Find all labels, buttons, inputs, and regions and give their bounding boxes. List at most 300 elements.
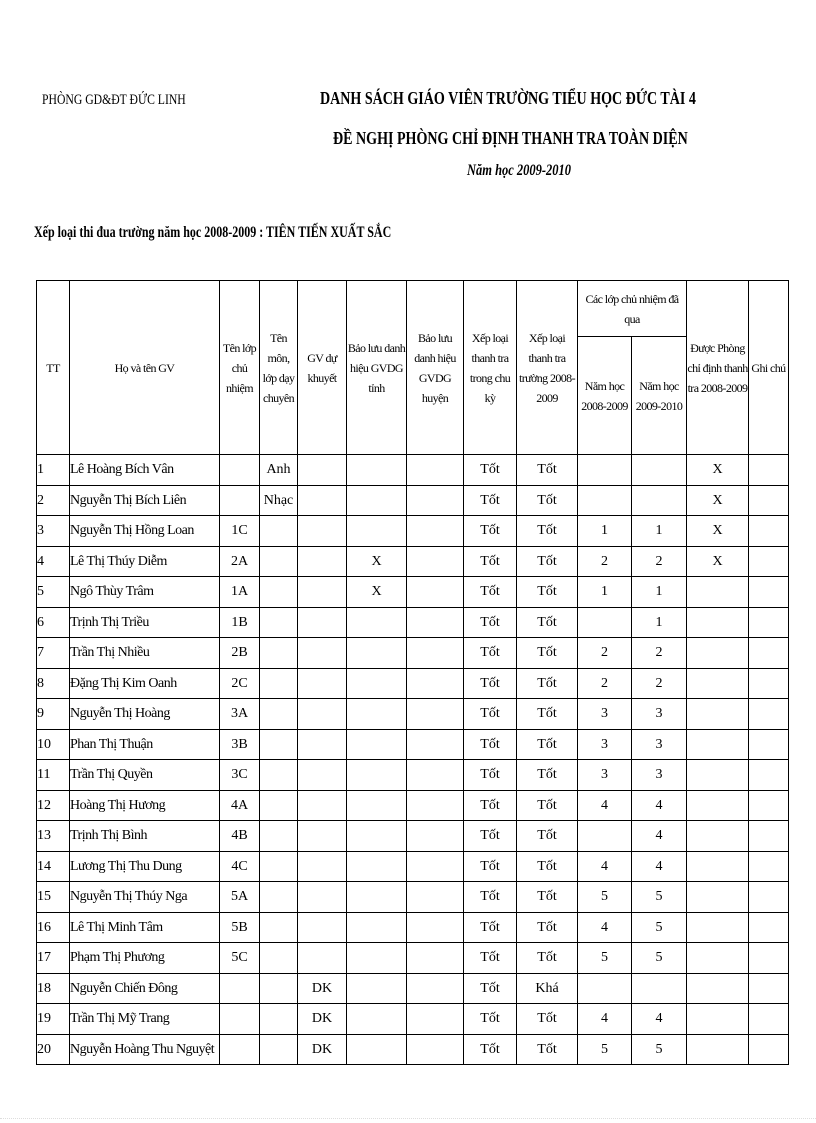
table-row: [37, 790, 789, 821]
cell-year-2009: 3: [632, 760, 687, 791]
table-row: [37, 699, 789, 730]
cell-year-2008: 4: [578, 1004, 632, 1035]
school-year: Năm học 2009-2010: [467, 162, 571, 179]
cell-designated: [687, 912, 749, 943]
cell-year-2009: 5: [632, 912, 687, 943]
cell-year-2008: 2: [578, 638, 632, 669]
cell-note: [749, 821, 789, 852]
cell-school-rank: Tốt: [517, 882, 578, 913]
cell-year-2008: 5: [578, 882, 632, 913]
cell-note: [749, 790, 789, 821]
cell-cycle-rank: Tốt: [464, 516, 517, 547]
cell-subject: [260, 516, 298, 547]
document-subtitle: ĐỀ NGHỊ PHÒNG CHỈ ĐỊNH THANH TRA TOÀN DIỆN: [333, 128, 688, 148]
table-row: [37, 821, 789, 852]
cell-district-title: [407, 455, 464, 486]
cell-subject: [260, 607, 298, 638]
cell-provincial-title: [347, 1034, 407, 1065]
cell-year-2008: 4: [578, 912, 632, 943]
cell-name: Hoàng Thị Hương: [70, 790, 220, 821]
cell-class: 2A: [220, 546, 260, 577]
cell-provincial-title: [347, 912, 407, 943]
cell-designated: [687, 699, 749, 730]
cell-year-2009: [632, 973, 687, 1004]
cell-subject: [260, 699, 298, 730]
cell-year-2008: 5: [578, 943, 632, 974]
col-header-subject: Tên môn, lớp dạy chuyên: [260, 281, 298, 455]
cell-year-2009: 5: [632, 882, 687, 913]
cell-name: Phan Thị Thuận: [70, 729, 220, 760]
cell-year-2009: 1: [632, 577, 687, 608]
cell-provincial-title: [347, 851, 407, 882]
table-row: [37, 668, 789, 699]
cell-name: Nguyễn Thị Hồng Loan: [70, 516, 220, 547]
cell-reserve: [298, 455, 347, 486]
cell-note: [749, 912, 789, 943]
cell-district-title: [407, 943, 464, 974]
cell-provincial-title: [347, 455, 407, 486]
table-row: [37, 882, 789, 913]
cell-reserve: [298, 912, 347, 943]
cell-district-title: [407, 882, 464, 913]
cell-note: [749, 607, 789, 638]
cell-cycle-rank: Tốt: [464, 699, 517, 730]
cell-note: [749, 729, 789, 760]
cell-district-title: [407, 1004, 464, 1035]
cell-year-2008: 3: [578, 760, 632, 791]
cell-reserve: [298, 790, 347, 821]
cell-provincial-title: [347, 607, 407, 638]
cell-reserve: [298, 485, 347, 516]
cell-reserve: [298, 577, 347, 608]
cell-tt: 14: [37, 851, 70, 882]
cell-note: [749, 668, 789, 699]
cell-designated: [687, 760, 749, 791]
cell-provincial-title: X: [347, 577, 407, 608]
school-ranking: Xếp loại thi đua trường năm học 2008-2009 : TIÊN TIẾN XUẤT SẮC: [34, 224, 392, 241]
cell-year-2009: 4: [632, 821, 687, 852]
cell-year-2009: 2: [632, 546, 687, 577]
cell-tt: 13: [37, 821, 70, 852]
cell-year-2008: [578, 821, 632, 852]
cell-designated: [687, 973, 749, 1004]
cell-name: Trần Thị Mỹ Trang: [70, 1004, 220, 1035]
cell-reserve: [298, 668, 347, 699]
table-row: [37, 1034, 789, 1065]
cell-district-title: [407, 790, 464, 821]
cell-designated: [687, 668, 749, 699]
cell-tt: 20: [37, 1034, 70, 1065]
cell-name: Nguyễn Thị Thúy Nga: [70, 882, 220, 913]
cell-name: Đặng Thị Kim Oanh: [70, 668, 220, 699]
col-header-past-classes: Các lớp chủ nhiệm đã qua: [578, 281, 687, 337]
cell-name: Lê Hoàng Bích Vân: [70, 455, 220, 486]
cell-district-title: [407, 516, 464, 547]
cell-school-rank: Tốt: [517, 668, 578, 699]
cell-district-title: [407, 1034, 464, 1065]
cell-provincial-title: [347, 882, 407, 913]
cell-district-title: [407, 912, 464, 943]
cell-name: Lê Thị Thúy Diễm: [70, 546, 220, 577]
cell-subject: [260, 577, 298, 608]
cell-designated: X: [687, 455, 749, 486]
col-header-year-2008: Năm học 2008-2009: [578, 337, 632, 455]
cell-reserve: [298, 882, 347, 913]
cell-reserve: [298, 638, 347, 669]
cell-district-title: [407, 577, 464, 608]
cell-designated: X: [687, 546, 749, 577]
cell-district-title: [407, 729, 464, 760]
cell-school-rank: Tốt: [517, 485, 578, 516]
col-header-note: Ghi chú: [749, 281, 789, 455]
cell-note: [749, 851, 789, 882]
cell-subject: [260, 668, 298, 699]
cell-class: 5B: [220, 912, 260, 943]
cell-designated: [687, 851, 749, 882]
table-row: [37, 760, 789, 791]
cell-reserve: [298, 516, 347, 547]
cell-school-rank: Khá: [517, 973, 578, 1004]
cell-designated: [687, 1034, 749, 1065]
cell-subject: [260, 912, 298, 943]
cell-year-2009: 3: [632, 729, 687, 760]
cell-class: 5C: [220, 943, 260, 974]
cell-designated: [687, 729, 749, 760]
cell-tt: 3: [37, 516, 70, 547]
table-row: [37, 546, 789, 577]
cell-year-2008: 3: [578, 699, 632, 730]
cell-cycle-rank: Tốt: [464, 973, 517, 1004]
cell-note: [749, 546, 789, 577]
cell-name: Lương Thị Thu Dung: [70, 851, 220, 882]
cell-name: Nguyễn Thị Hoàng: [70, 699, 220, 730]
cell-provincial-title: [347, 821, 407, 852]
col-header-district-title: Bảo lưu danh hiệu GVDG huyện: [407, 281, 464, 455]
cell-school-rank: Tốt: [517, 699, 578, 730]
col-header-year-2009: Năm học 2009-2010: [632, 337, 687, 455]
cell-district-title: [407, 821, 464, 852]
cell-cycle-rank: Tốt: [464, 1034, 517, 1065]
cell-year-2009: 2: [632, 668, 687, 699]
cell-note: [749, 1004, 789, 1035]
cell-class: 4C: [220, 851, 260, 882]
cell-name: Nguyễn Hoàng Thu Nguyệt: [70, 1034, 220, 1065]
cell-year-2008: [578, 455, 632, 486]
cell-year-2009: 5: [632, 1034, 687, 1065]
cell-provincial-title: [347, 485, 407, 516]
cell-tt: 2: [37, 485, 70, 516]
cell-note: [749, 973, 789, 1004]
cell-provincial-title: [347, 1004, 407, 1035]
cell-year-2008: 1: [578, 516, 632, 547]
cell-cycle-rank: Tốt: [464, 790, 517, 821]
cell-tt: 5: [37, 577, 70, 608]
cell-subject: [260, 760, 298, 791]
cell-year-2009: 4: [632, 851, 687, 882]
cell-class: 4B: [220, 821, 260, 852]
cell-subject: [260, 1004, 298, 1035]
table-row: [37, 729, 789, 760]
cell-reserve: DK: [298, 1034, 347, 1065]
cell-tt: 1: [37, 455, 70, 486]
cell-name: Trịnh Thị Triều: [70, 607, 220, 638]
cell-class: 1B: [220, 607, 260, 638]
cell-year-2008: 5: [578, 1034, 632, 1065]
cell-cycle-rank: Tốt: [464, 638, 517, 669]
cell-district-title: [407, 973, 464, 1004]
cell-district-title: [407, 851, 464, 882]
cell-subject: [260, 638, 298, 669]
col-header-name: Họ và tên GV: [70, 281, 220, 455]
cell-subject: [260, 882, 298, 913]
cell-note: [749, 882, 789, 913]
cell-designated: [687, 1004, 749, 1035]
cell-tt: 6: [37, 607, 70, 638]
cell-provincial-title: [347, 973, 407, 1004]
cell-tt: 15: [37, 882, 70, 913]
cell-cycle-rank: Tốt: [464, 668, 517, 699]
cell-cycle-rank: Tốt: [464, 821, 517, 852]
cell-subject: [260, 729, 298, 760]
cell-school-rank: Tốt: [517, 516, 578, 547]
cell-note: [749, 485, 789, 516]
cell-class: 3B: [220, 729, 260, 760]
cell-school-rank: Tốt: [517, 607, 578, 638]
cell-year-2009: 3: [632, 699, 687, 730]
teacher-table: [36, 280, 789, 1065]
cell-subject: [260, 1034, 298, 1065]
cell-tt: 11: [37, 760, 70, 791]
cell-school-rank: Tốt: [517, 546, 578, 577]
cell-year-2008: 4: [578, 851, 632, 882]
cell-school-rank: Tốt: [517, 821, 578, 852]
cell-year-2009: [632, 455, 687, 486]
cell-cycle-rank: Tốt: [464, 943, 517, 974]
cell-school-rank: Tốt: [517, 729, 578, 760]
cell-class: [220, 1004, 260, 1035]
cell-provincial-title: X: [347, 546, 407, 577]
cell-tt: 4: [37, 546, 70, 577]
cell-year-2009: 1: [632, 607, 687, 638]
cell-reserve: DK: [298, 1004, 347, 1035]
cell-subject: [260, 943, 298, 974]
cell-note: [749, 699, 789, 730]
col-header-tt: TT: [37, 281, 70, 455]
cell-cycle-rank: Tốt: [464, 577, 517, 608]
cell-year-2008: [578, 973, 632, 1004]
cell-school-rank: Tốt: [517, 790, 578, 821]
cell-name: Phạm Thị Phương: [70, 943, 220, 974]
cell-designated: [687, 821, 749, 852]
cell-designated: [687, 943, 749, 974]
cell-designated: [687, 638, 749, 669]
cell-district-title: [407, 638, 464, 669]
table-row: [37, 973, 789, 1004]
cell-tt: 7: [37, 638, 70, 669]
table-row: [37, 943, 789, 974]
cell-district-title: [407, 546, 464, 577]
cell-year-2008: [578, 485, 632, 516]
cell-subject: Anh: [260, 455, 298, 486]
cell-subject: [260, 790, 298, 821]
cell-tt: 10: [37, 729, 70, 760]
cell-reserve: [298, 699, 347, 730]
document-title: DANH SÁCH GIÁO VIÊN TRƯỜNG TIỂU HỌC ĐỨC TÀI 4: [320, 88, 696, 108]
cell-class: [220, 973, 260, 1004]
cell-name: Nguyễn Thị Bích Liên: [70, 485, 220, 516]
cell-provincial-title: [347, 729, 407, 760]
table-row: [37, 516, 789, 547]
cell-class: 2B: [220, 638, 260, 669]
cell-designated: [687, 607, 749, 638]
cell-designated: X: [687, 516, 749, 547]
cell-note: [749, 943, 789, 974]
cell-school-rank: Tốt: [517, 638, 578, 669]
cell-name: Trần Thị Nhiều: [70, 638, 220, 669]
cell-class: 1C: [220, 516, 260, 547]
table-row: [37, 638, 789, 669]
cell-class: [220, 485, 260, 516]
cell-year-2008: 1: [578, 577, 632, 608]
cell-cycle-rank: Tốt: [464, 1004, 517, 1035]
cell-tt: 16: [37, 912, 70, 943]
cell-year-2009: 2: [632, 638, 687, 669]
cell-school-rank: Tốt: [517, 912, 578, 943]
cell-district-title: [407, 607, 464, 638]
cell-provincial-title: [347, 668, 407, 699]
cell-provincial-title: [347, 516, 407, 547]
cell-year-2008: [578, 607, 632, 638]
cell-year-2008: 4: [578, 790, 632, 821]
table-row: [37, 485, 789, 516]
col-header-designated: Được Phòng chỉ định thanh tra 2008-2009: [687, 281, 749, 455]
cell-note: [749, 760, 789, 791]
cell-cycle-rank: Tốt: [464, 729, 517, 760]
cell-year-2008: 2: [578, 546, 632, 577]
cell-reserve: DK: [298, 973, 347, 1004]
cell-district-title: [407, 668, 464, 699]
cell-name: Trịnh Thị Bình: [70, 821, 220, 852]
cell-tt: 12: [37, 790, 70, 821]
cell-provincial-title: [347, 760, 407, 791]
cell-cycle-rank: Tốt: [464, 455, 517, 486]
cell-school-rank: Tốt: [517, 760, 578, 791]
cell-note: [749, 455, 789, 486]
cell-district-title: [407, 485, 464, 516]
cell-reserve: [298, 821, 347, 852]
cell-year-2009: 4: [632, 1004, 687, 1035]
cell-name: Lê Thị Minh Tâm: [70, 912, 220, 943]
cell-district-title: [407, 699, 464, 730]
cell-provincial-title: [347, 790, 407, 821]
cell-tt: 17: [37, 943, 70, 974]
table-row: [37, 455, 789, 486]
cell-year-2008: 2: [578, 668, 632, 699]
cell-school-rank: Tốt: [517, 455, 578, 486]
cell-name: Ngô Thùy Trâm: [70, 577, 220, 608]
cell-subject: [260, 973, 298, 1004]
cell-school-rank: Tốt: [517, 851, 578, 882]
cell-class: 4A: [220, 790, 260, 821]
cell-designated: [687, 577, 749, 608]
cell-class: 2C: [220, 668, 260, 699]
cell-subject: Nhạc: [260, 485, 298, 516]
cell-designated: [687, 882, 749, 913]
cell-tt: 8: [37, 668, 70, 699]
cell-note: [749, 577, 789, 608]
col-header-school-rank: Xếp loại thanh tra trường 2008-2009: [517, 281, 578, 455]
cell-tt: 9: [37, 699, 70, 730]
cell-reserve: [298, 607, 347, 638]
cell-class: [220, 1034, 260, 1065]
cell-class: [220, 455, 260, 486]
cell-school-rank: Tốt: [517, 1034, 578, 1065]
cell-reserve: [298, 546, 347, 577]
col-header-class: Tên lớp chủ nhiệm: [220, 281, 260, 455]
cell-subject: [260, 546, 298, 577]
table-row: [37, 1004, 789, 1035]
cell-cycle-rank: Tốt: [464, 546, 517, 577]
cell-note: [749, 516, 789, 547]
cell-year-2009: 4: [632, 790, 687, 821]
cell-designated: X: [687, 485, 749, 516]
cell-cycle-rank: Tốt: [464, 760, 517, 791]
cell-reserve: [298, 760, 347, 791]
cell-class: 3A: [220, 699, 260, 730]
cell-subject: [260, 821, 298, 852]
col-header-cycle-rank: Xếp loại thanh tra trong chu kỳ: [464, 281, 517, 455]
cell-class: 1A: [220, 577, 260, 608]
cell-cycle-rank: Tốt: [464, 485, 517, 516]
cell-cycle-rank: Tốt: [464, 882, 517, 913]
cell-school-rank: Tốt: [517, 1004, 578, 1035]
cell-name: Trần Thị Quyền: [70, 760, 220, 791]
cell-year-2009: 1: [632, 516, 687, 547]
table-row: [37, 577, 789, 608]
cell-reserve: [298, 851, 347, 882]
cell-district-title: [407, 760, 464, 791]
page-edge-divider: [0, 1118, 816, 1119]
cell-reserve: [298, 729, 347, 760]
cell-cycle-rank: Tốt: [464, 607, 517, 638]
col-header-reserve: GV dự khuyết: [298, 281, 347, 455]
cell-tt: 19: [37, 1004, 70, 1035]
cell-year-2009: [632, 485, 687, 516]
cell-note: [749, 1034, 789, 1065]
cell-school-rank: Tốt: [517, 943, 578, 974]
table-row: [37, 851, 789, 882]
cell-reserve: [298, 943, 347, 974]
col-header-provincial-title: Bảo lưu danh hiệu GVDG tỉnh: [347, 281, 407, 455]
table-row: [37, 912, 789, 943]
cell-provincial-title: [347, 699, 407, 730]
cell-cycle-rank: Tốt: [464, 851, 517, 882]
cell-designated: [687, 790, 749, 821]
cell-provincial-title: [347, 943, 407, 974]
cell-year-2009: 5: [632, 943, 687, 974]
table-row: [37, 607, 789, 638]
cell-year-2008: 3: [578, 729, 632, 760]
cell-class: 5A: [220, 882, 260, 913]
department-name: PHÒNG GD&ĐT ĐỨC LINH: [42, 92, 186, 108]
cell-tt: 18: [37, 973, 70, 1004]
cell-cycle-rank: Tốt: [464, 912, 517, 943]
cell-school-rank: Tốt: [517, 577, 578, 608]
cell-note: [749, 638, 789, 669]
cell-provincial-title: [347, 638, 407, 669]
cell-subject: [260, 851, 298, 882]
cell-name: Nguyễn Chiến Đông: [70, 973, 220, 1004]
